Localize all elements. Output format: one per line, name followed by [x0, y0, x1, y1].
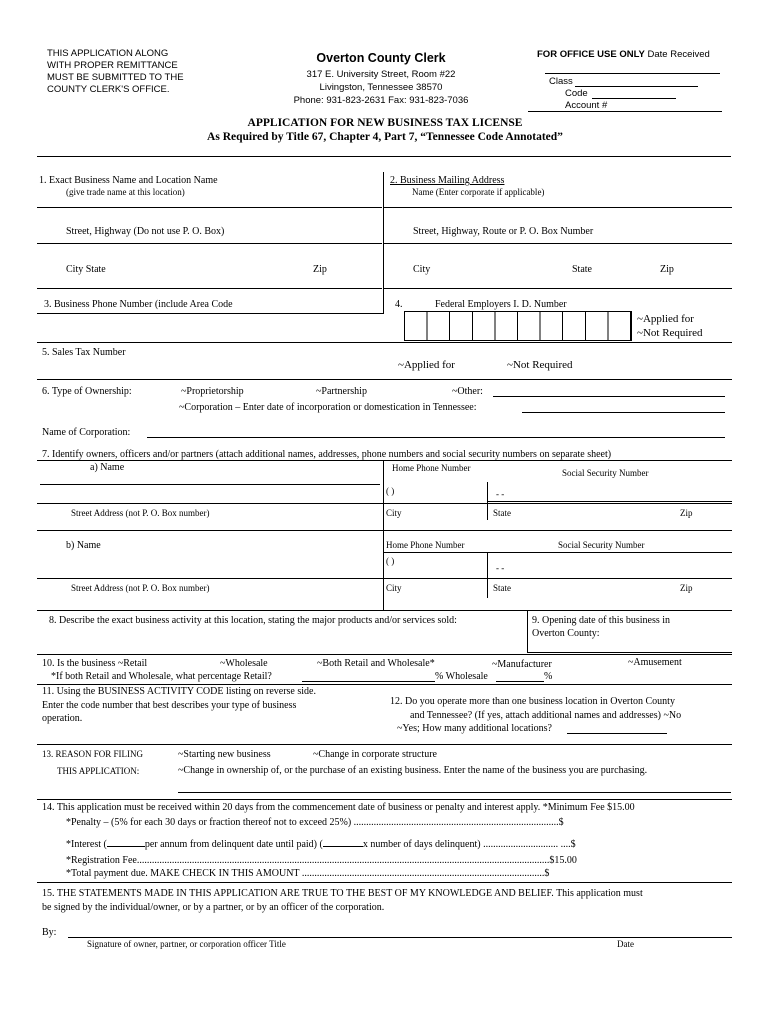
office-block	[270, 52, 492, 107]
divider	[37, 530, 732, 531]
office-name: Overton County Clerk	[316, 51, 446, 65]
s12-line1: 12. Do you operate more than one business location in Overton County	[390, 696, 675, 707]
divider	[37, 684, 732, 685]
s6-other[interactable]: ~Other:	[452, 386, 483, 397]
s10-note-b: % Wholesale	[435, 671, 488, 682]
s13-label2: THIS APPLICATION:	[57, 766, 140, 776]
s2-zip: Zip	[660, 264, 674, 275]
s13-opt3[interactable]: ~Change in ownership of, or the purchase of an existing business. Enter the name of the business you are purchasing.	[178, 765, 648, 776]
additional-locations-field[interactable]	[567, 723, 667, 734]
s2-state: State	[572, 264, 592, 275]
office-use-bold: FOR OFFICE USE ONLY	[537, 49, 645, 60]
s7-b-ssn-label: Social Security Number	[558, 540, 645, 550]
s6-proprietorship[interactable]: ~Proprietorship	[181, 386, 244, 397]
incorporation-date-field[interactable]	[522, 402, 725, 413]
s6-name-corp: Name of Corporation:	[42, 427, 131, 438]
divider	[37, 243, 382, 244]
wholesale-percent-field[interactable]	[496, 671, 544, 682]
date-received-field[interactable]	[545, 63, 720, 74]
divider	[37, 578, 732, 579]
s7-b-zip: Zip	[680, 583, 693, 593]
header-note-line: WITH PROPER REMITTANCE	[47, 60, 178, 71]
divider	[37, 882, 732, 883]
divider	[37, 799, 732, 800]
s15-line1: 15. THE STATEMENTS MADE IN THIS APPLICATION ARE TRUE TO THE BEST OF MY KNOWLEDGE AND BELIEF. This application must	[42, 888, 643, 899]
office-phone: Phone: 931-823-2631 Fax: 931-823-7036	[293, 95, 469, 106]
divider	[384, 243, 732, 244]
retail-percent-field[interactable]	[302, 671, 435, 682]
office-use-date: Date Received	[647, 49, 710, 60]
purchased-business-field[interactable]	[178, 782, 731, 793]
s7-b-name: b) Name	[66, 540, 101, 551]
s7-a-state: State	[493, 508, 511, 518]
s1-city-state: City State	[66, 264, 106, 275]
s13-opt2[interactable]: ~Change in corporate structure	[313, 749, 437, 760]
s7-b-paren[interactable]: ( )	[386, 556, 395, 566]
s11-line3: operation.	[42, 713, 83, 724]
s14-total: *Total payment due. MAKE CHECK IN THIS AMOUNT .................................................................................................$	[66, 868, 550, 879]
s14-interest-b: per annum from delinquent date until paid) (	[144, 839, 323, 850]
s7-a-city: City	[386, 508, 402, 518]
s10-note-c: %	[544, 671, 553, 682]
s12-line3[interactable]: ~Yes; How many additional locations?	[397, 723, 552, 734]
s4-applied[interactable]: ~Applied for	[637, 313, 694, 325]
s7-a-paren[interactable]: ( )	[386, 486, 395, 496]
s15-line2: be signed by the individual/owner, or by a partner, or by an officer of the corporation.	[42, 902, 385, 913]
s10-amusement[interactable]: ~Amusement	[628, 657, 682, 668]
s9-line1: 9. Opening date of this business in	[532, 615, 671, 626]
s12-line2[interactable]: and Tennessee? (If yes, attach additional names and addresses) ~No	[410, 710, 682, 721]
s7-b-phone-label: Home Phone Number	[386, 540, 465, 550]
s15-date: Date	[617, 939, 634, 949]
office-use-label	[537, 49, 710, 60]
signature-line[interactable]	[68, 937, 732, 938]
s10-note-a: *If both Retail and Wholesale, what percentage Retail?	[51, 671, 272, 682]
s11-line1: 11. Using the BUSINESS ACTIVITY CODE listing on reverse side.	[42, 686, 316, 697]
divider	[487, 553, 488, 598]
s7-a-phone-label: Home Phone Number	[392, 463, 471, 473]
form-subtitle: As Required by Title 67, Chapter 4, Part 7, “Tennessee Code Annotated”	[207, 131, 563, 143]
s7-b-street: Street Address (not P. O. Box number)	[71, 583, 210, 593]
s6-corporation[interactable]: ~Corporation – Enter date of incorporation or domestication in Tennessee:	[179, 402, 477, 413]
divider	[37, 156, 731, 157]
s14-intro: 14. This application must be received within 20 days from the commencement date of business or penalty and interest apply. *Minimum Fee $15.00	[42, 802, 635, 813]
divider	[384, 207, 732, 208]
s10-wholesale[interactable]: ~Wholesale	[220, 658, 268, 669]
s8-label: 8. Describe the exact business activity at this location, stating the major products and/or services sold:	[49, 615, 457, 626]
s7-b-state: State	[493, 583, 511, 593]
s4-num: 4.	[395, 299, 403, 310]
s13-opt1[interactable]: ~Starting new business	[178, 749, 271, 760]
s7-a-ssn-label: Social Security Number	[562, 468, 649, 478]
s1-label: 1. Exact Business Name and Location Name	[39, 175, 218, 186]
s4-not-required[interactable]: ~Not Required	[637, 327, 703, 339]
divider	[488, 501, 732, 502]
s1-zip: Zip	[313, 264, 327, 275]
s4-label: Federal Employers I. D. Number	[435, 299, 567, 310]
divider	[384, 288, 732, 289]
divider	[37, 342, 732, 343]
s7-a-name: a) Name	[90, 462, 125, 473]
s2-sub: Name (Enter corporate if applicable)	[412, 187, 545, 197]
class-label: Class	[549, 76, 573, 87]
header-note-line: THIS APPLICATION ALONG	[47, 48, 169, 59]
s1-sub: (give trade name at this location)	[66, 187, 185, 197]
s14-penalty: *Penalty – (5% for each 30 days or fraction thereof not to exceed 25%) ..................................................................................$	[66, 817, 564, 828]
corporation-name-field[interactable]	[147, 427, 725, 438]
s7-label: 7. Identify owners, officers and/or partners (attach additional names, addresses, phone numbers and social security numbers on separate sheet)	[42, 449, 612, 460]
code-field[interactable]	[592, 88, 676, 99]
s5-label: 5. Sales Tax Number	[42, 347, 126, 358]
s1-street: Street, Highway (Do not use P. O. Box)	[66, 226, 225, 237]
s2-city: City	[413, 264, 431, 275]
divider	[37, 460, 732, 461]
s6-partnership[interactable]: ~Partnership	[316, 386, 367, 397]
divider	[37, 654, 732, 655]
divider	[37, 207, 382, 208]
s10-both[interactable]: ~Both Retail and Wholesale*	[317, 658, 435, 669]
header-note-line: COUNTY CLERK'S OFFICE.	[47, 84, 170, 95]
interest-amount-field[interactable]	[323, 837, 363, 847]
owner-a-name-field[interactable]	[40, 474, 380, 485]
office-address-2: Livingston, Tennessee 38570	[319, 82, 443, 93]
divider	[37, 379, 732, 380]
s5-not-required[interactable]: ~Not Required	[507, 359, 573, 371]
s14-registration: *Registration Fee.....................................................................................................................................................................$15.00	[66, 855, 577, 866]
divider	[384, 552, 732, 553]
s13-label: 13. REASON FOR FILING	[42, 749, 144, 759]
s15-signature: Signature of owner, partner, or corporation officer Title	[87, 939, 286, 949]
divider	[37, 744, 732, 745]
s3-label: 3. Business Phone Number (include Area Code	[44, 299, 233, 310]
s15-by: By:	[42, 927, 57, 938]
s14-interest-a: *Interest (	[66, 839, 107, 850]
divider	[383, 460, 384, 610]
account-label: Account #	[565, 100, 608, 111]
s2-street: Street, Highway, Route or P. O. Box Number	[413, 226, 594, 237]
s7-b-city: City	[386, 583, 402, 593]
fein-boxes[interactable]	[404, 311, 632, 341]
divider	[37, 288, 382, 289]
divider	[37, 503, 732, 504]
header-left-note	[47, 48, 184, 96]
s7-a-zip: Zip	[680, 508, 693, 518]
class-field[interactable]	[575, 76, 698, 87]
s9-line2: Overton County:	[532, 628, 600, 639]
form-title: APPLICATION FOR NEW BUSINESS TAX LICENSE	[247, 117, 523, 129]
account-underline	[528, 111, 722, 112]
s10-manufacturer[interactable]: ~Manufacturer	[492, 659, 552, 670]
other-field[interactable]	[493, 386, 725, 397]
s2-label: 2. Business Mailing Address	[390, 175, 505, 186]
office-address-1: 317 E. University Street, Room #22	[306, 69, 456, 80]
s7-a-ssn-dashes[interactable]: - -	[496, 489, 505, 499]
interest-rate-field[interactable]	[107, 837, 145, 847]
code-label: Code	[565, 88, 588, 99]
s10-label[interactable]: 10. Is the business ~Retail	[42, 658, 148, 669]
s14-interest-c: x number of days delinquent) .............................. ....$	[362, 839, 576, 850]
s6-label: 6. Type of Ownership:	[42, 386, 132, 397]
s5-applied[interactable]: ~Applied for	[398, 359, 455, 371]
s14-interest-line	[66, 837, 576, 850]
s7-b-ssn-dashes[interactable]: - -	[496, 563, 505, 573]
s11-line2: Enter the code number that best describes your type of business	[42, 700, 297, 711]
header-note-line: MUST BE SUBMITTED TO THE	[47, 72, 184, 83]
s7-a-street: Street Address (not P. O. Box number)	[71, 508, 210, 518]
divider	[37, 313, 383, 314]
